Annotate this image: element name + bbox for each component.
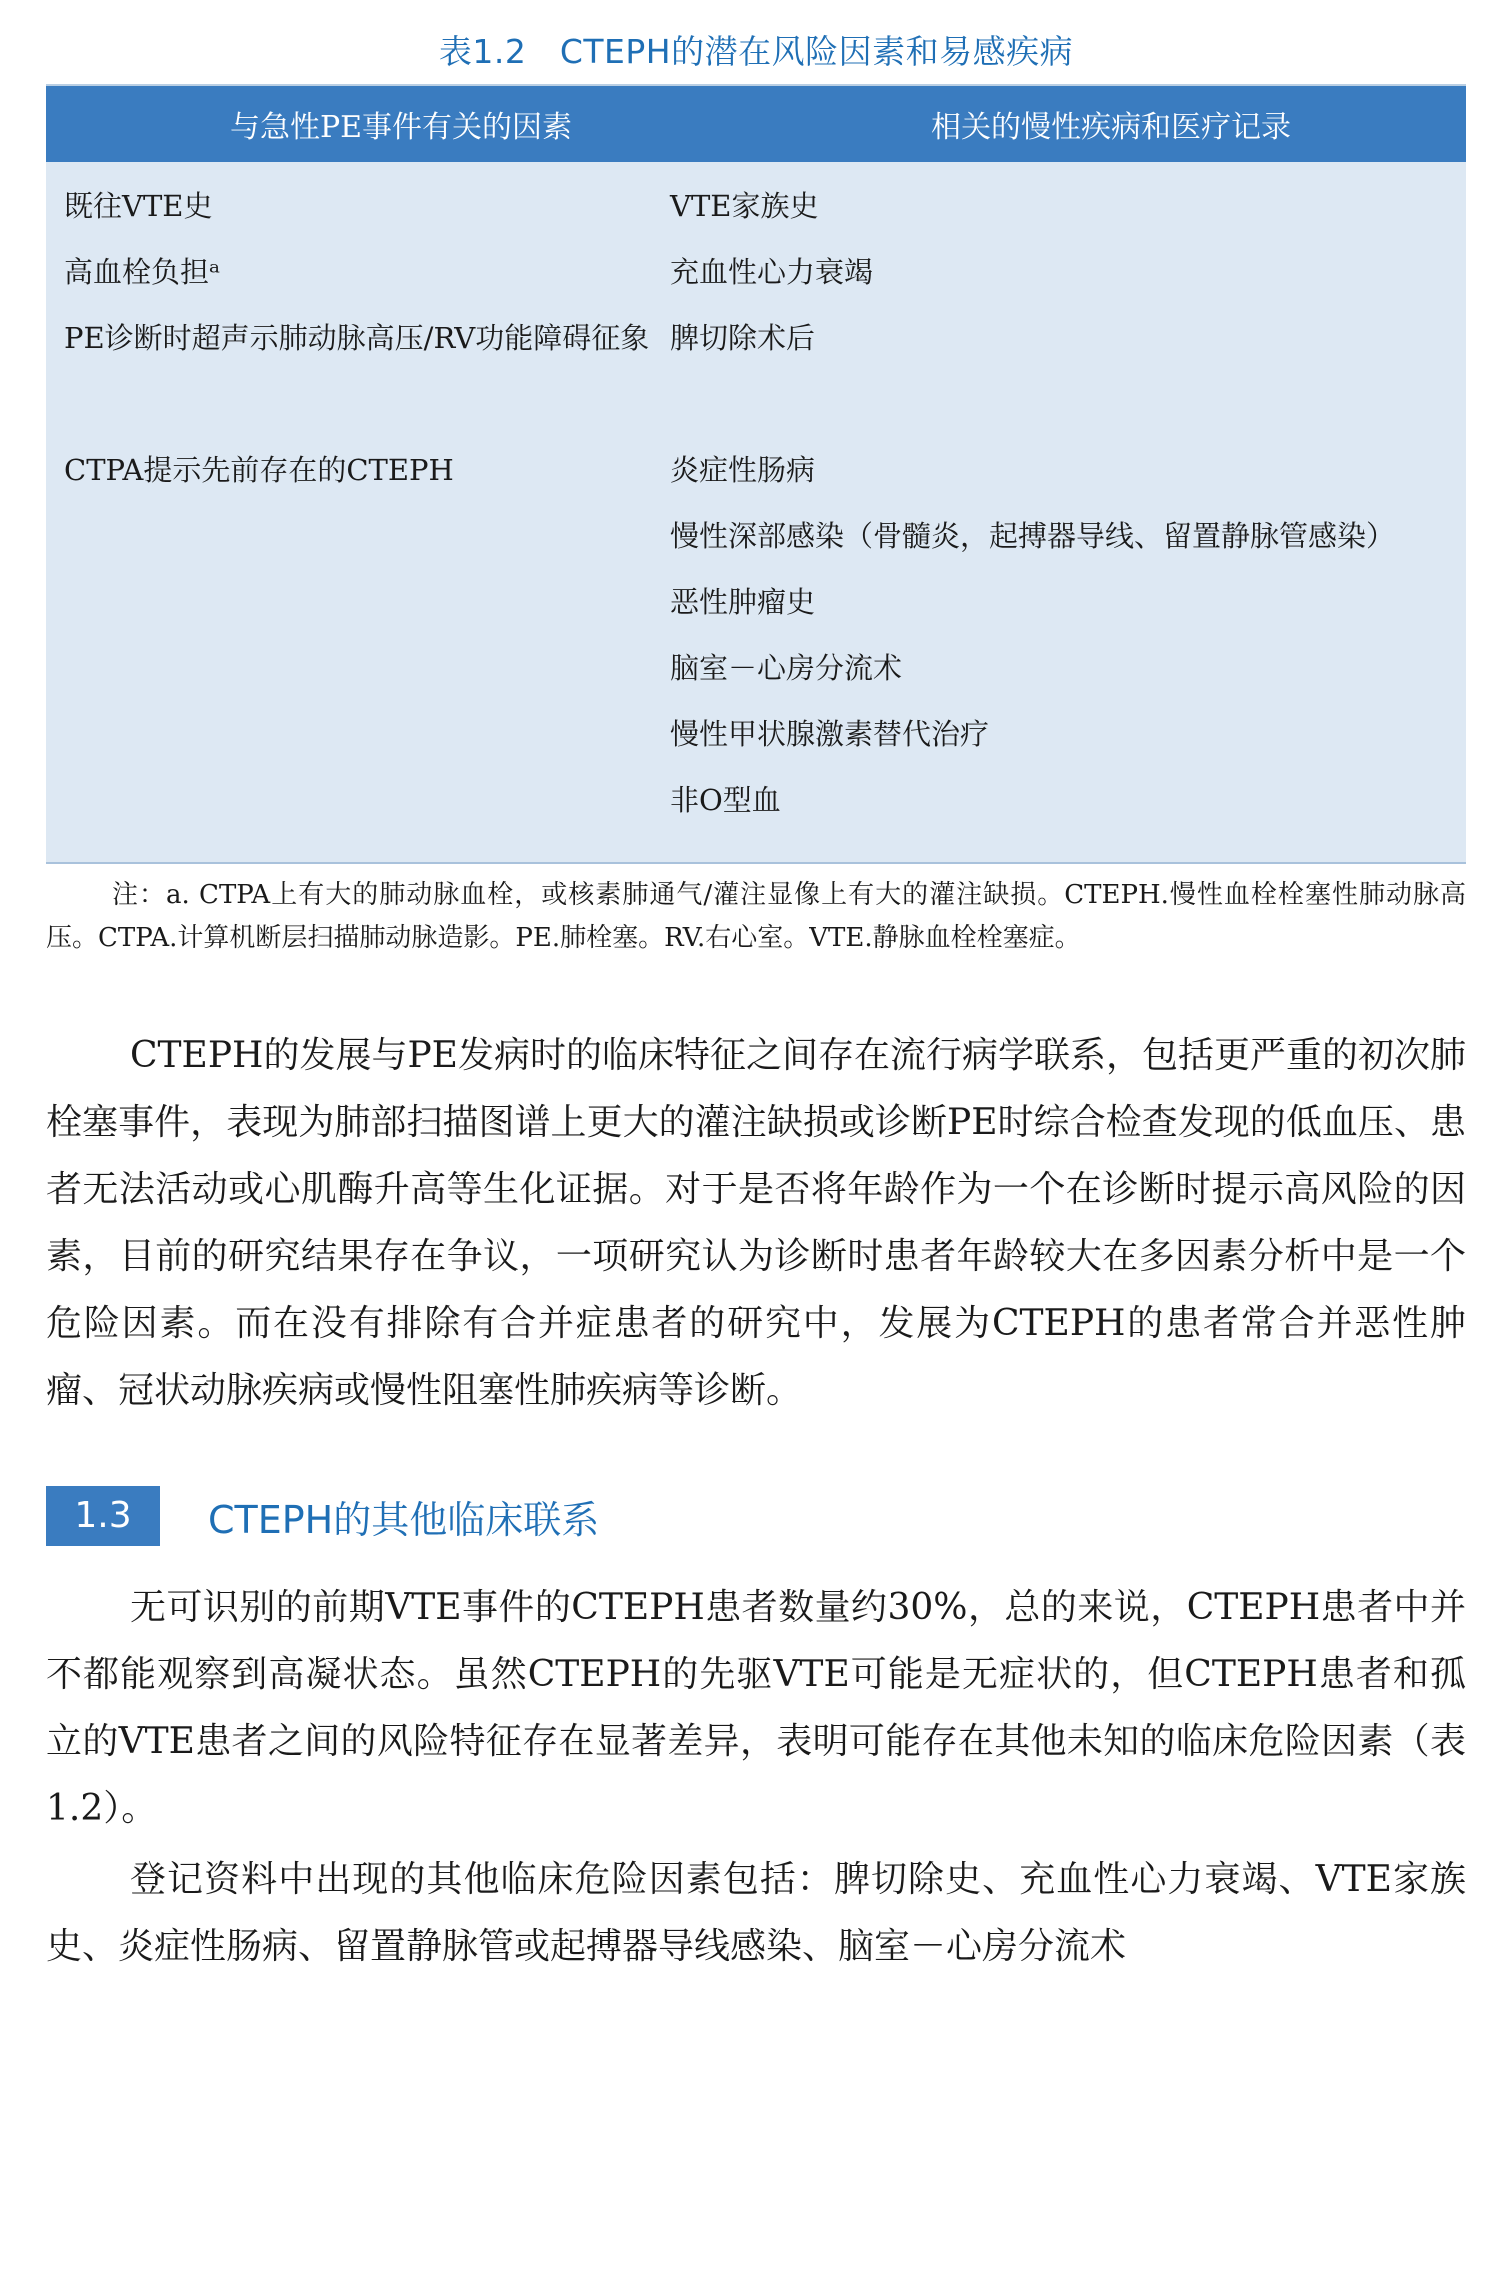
table-cell: 非O型血 (670, 783, 781, 817)
table-header-chronic-disease: 相关的慢性疾病和医疗记录 (931, 110, 1291, 145)
section-title: CTEPH的其他临床联系 (208, 1497, 600, 1542)
body-paragraph: 登记资料中出现的其他临床危险因素包括：脾切除史、充血性心力衰竭、VTE家族史、炎症性肠病、留置静脉管或起搏器导线感染、脑室－心房分流术 (46, 1859, 1466, 1967)
table-title: 表1.2 CTEPH的潜在风险因素和易感疾病 (438, 32, 1074, 71)
table-cell: 脾切除术后 (670, 321, 816, 355)
table-cell: 炎症性肠病 (670, 453, 816, 487)
table-cell: 恶性肿瘤史 (670, 585, 816, 619)
table-cell: 既往VTE史 (64, 189, 213, 223)
table-cell: 慢性深部感染（骨髓炎，起搏器导线、留置静脉管感染） (670, 519, 1396, 553)
table-header-row (46, 86, 1466, 162)
document-page (46, 0, 1466, 1980)
table-cell: CTPA提示先前存在的CTEPH (64, 453, 454, 487)
table-cell: 充血性心力衰竭 (670, 255, 874, 289)
table-cell: PE诊断时超声示肺动脉高压/RV功能障碍征象 (64, 321, 650, 355)
body-paragraph: CTEPH的发展与PE发病时的临床特征之间存在流行病学联系，包括更严重的初次肺栓塞事件，表现为肺部扫描图谱上更大的灌注缺损或诊断PE时综合检查发现的低血压、患者无法活动或心肌酶升高等生化证据。对于是否将年龄作为一个在诊断时提示高风险的因素，目前的研究结果存在争议，一项研究认为诊断时患者年龄较大在多因素分析中是一个危险因素。而在没有排除有合并症患者的研究中，发展为CTEPH的患者常合并恶性肿瘤、冠状动脉疾病或慢性阻塞性肺疾病等诊断。 (46, 1035, 1466, 1411)
table-cell: 慢性甲状腺激素替代治疗 (670, 717, 990, 751)
table-cell: VTE家族史 (670, 189, 819, 223)
section-heading (46, 1484, 1466, 1548)
table-column-acute-pe (46, 180, 670, 840)
table-cell: 脑室－心房分流术 (670, 651, 903, 685)
table-note: 注：a. CTPA上有大的肺动脉血栓，或核素肺通气/灌注显像上有大的灌注缺损。CTEPH.慢性血栓栓塞性肺动脉高压。CTPA.计算机断层扫描肺动脉造影。PE.肺栓塞。RV.右心室。VTE.静脉血栓栓塞症。 (46, 880, 1466, 953)
risk-factor-table (46, 84, 1466, 864)
table-body (46, 162, 1466, 862)
body-paragraph: 无可识别的前期VTE事件的CTEPH患者数量约30%，总的来说，CTEPH患者中并不都能观察到高凝状态。虽然CTEPH的先驱VTE可能是无症状的，但CTEPH患者和孤立的VTE患者之间的风险特征存在显著差异，表明可能存在其他未知的临床危险因素（表1.2）。 (46, 1587, 1466, 1829)
table-column-chronic-disease (670, 180, 1466, 840)
table-cell: 高血栓负担ᵃ (64, 255, 221, 289)
section-number: 1.3 (46, 1486, 160, 1546)
table-header-acute-pe: 与急性PE事件有关的因素 (229, 110, 573, 145)
